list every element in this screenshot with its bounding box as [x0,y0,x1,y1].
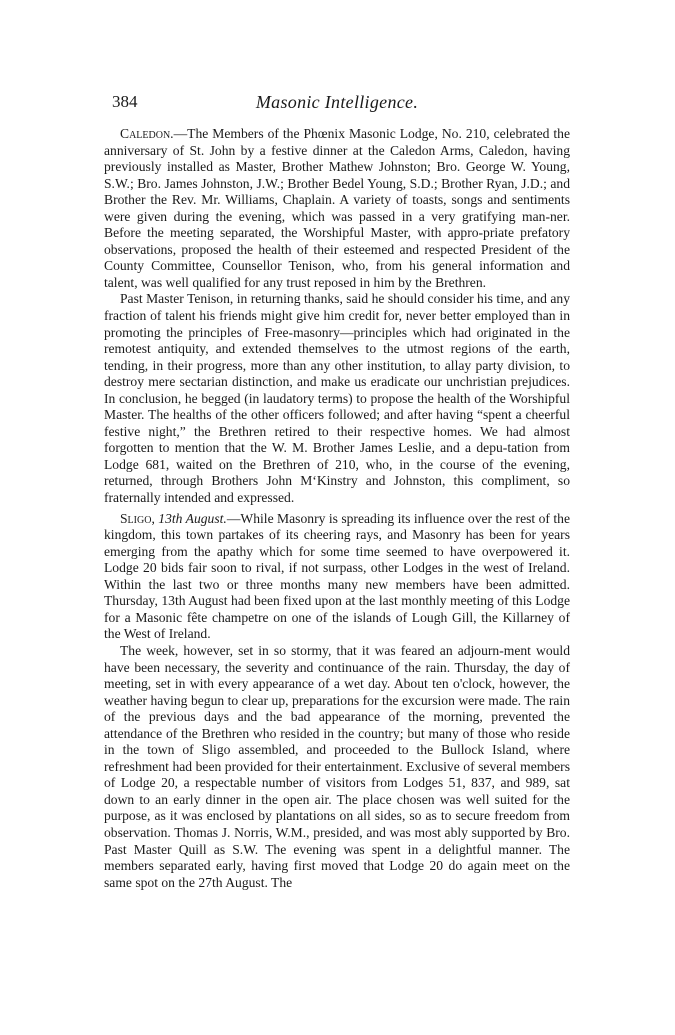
paragraph-sligo [104,511,570,643]
book-page [104,92,570,891]
paragraph-text: —The Members of the Phœnix Masonic Lodge, No. 210, celebrated the anniversary of St. John by a festive dinner at the Caledon Arms, Caledon, having previously installed as Master, Brother Mathew Johnston; Bro. George W. Young, S.W.; Bro. James Johnston, J.W.; Brother Bedel Young, S.D.; Brother Ryan, J.D.; and Brother the Rev. Mr. Williams, Chaplain. A variety of toasts, songs and sentiments were given during the evening, which was passed in a very gratifying man-ner. Before the meeting separated, the Worshipful Master, with appro-priate prefatory observations, proposed the health of their esteemed and respected President of the County Committee, Counsellor Tenison, who, from his general information and talent, was well qualified for any trust reposed in him by the Brethren. [104,126,570,290]
running-head [104,92,570,118]
page-number: 384 [112,92,138,111]
paragraph-caledon [104,126,570,291]
paragraph-stormy-week [104,643,570,891]
running-title: Masonic Intelligence. [255,92,419,112]
paragraph-text: The week, however, set in so stormy, that it was feared an adjourn-ment would have been necessary, the severity and continuance of the rain. Thursday, the day of meeting, set in with every appearance of a wet day. About ten o'clock, however, the weather having begun to clear up, preparations for the excursion were made. The rain of the previous days and the bad appearance of the morning, prevented the attendance of the Brethren who resided in the country; but many of those who reside in the town of Sligo assembled, and proceeded to the Bullock Island, where refreshment had been provided for their entertainment. Exclusive of several members of Lodge 20, a respectable number of visitors from Lodges 51, 837, and 989, sat down to an early dinner in the open air. The place chosen was well suited for the purpose, as it was enclosed by plantations on all sides, so as to secure freedom from observation. Thomas J. Norris, W.M., presided, and was most ably supported by Bro. Past Master Quill as S.W. The evening was spent in a delightful manner. The members separated early, having first moved that Lodge 20 do again meet on the same spot on the 27th August. The [104,642,570,890]
place-name-caledon: Caledon. [120,126,174,141]
date-13th-august: 13th August. [154,510,227,526]
paragraph-tenison-reply [104,291,570,506]
paragraph-text: —While Masonry is spreading its influence over the rest of the kingdom, this town partakes of its cheering rays, and Masonry has been for years emerging from the apathy which for some time seemed to have overpowered it. Lodge 20 bids fair soon to rival, if not surpass, other Lodges in the west of Ireland. Within the last two or three months many new members have been admitted. Thursday, 13th August had been fixed upon at the last monthly meeting of this Lodge for a Masonic fête champetre on one of the islands of Lough Gill, the Killarney of the West of Ireland. [104,510,570,642]
place-name-sligo: Sligo, [120,510,155,526]
paragraph-text: Past Master Tenison, in returning thanks, said he should consider his time, and any fraction of talent his friends might give him credit for, never better employed than in promoting the principles of Free-masonry—principles which had originated in the remotest antiquity, and extended themselves to the utmost regions of the earth, tending, in their progress, more than any other institution, to allay party division, to destroy mere sectarian distinction, and make us eradicate our unchristian prejudices. In conclusion, he begged (in laudatory terms) to propose the health of the Worshipful Master. The healths of the other officers followed; and after having “spent a cheerful festive night,” the Brethren retired to their respective homes. We had almost forgotten to mention that the W. M. Brother James Leslie, and a depu-tation from Lodge 681, waited on the Brethren of 210, who, in the course of the evening, returned, through Brothers John M‘Kinstry and Johnston, this compliment, so fraternally intended and expressed. [104,291,570,506]
